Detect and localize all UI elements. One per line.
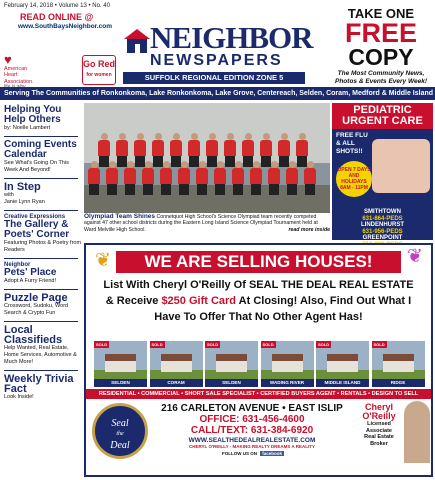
- listing-thumbnail[interactable]: [261, 341, 314, 387]
- sidebar-index: [0, 101, 82, 480]
- house-image: [161, 354, 192, 372]
- real-estate-ad[interactable]: [84, 243, 433, 477]
- sold-badge: SOLD: [96, 342, 108, 347]
- butterfly-icon: ❦: [95, 250, 111, 271]
- divider: [4, 210, 78, 211]
- locations: SMITHTOWN 631-864-PEDS LINDENHURST 631-956-PEDS GREENPOINT: [361, 209, 404, 242]
- sidebar-item-events[interactable]: Coming Events Calendar See What's Going On This Week And Beyond!: [4, 139, 77, 173]
- heart-icon: ♥: [4, 52, 12, 67]
- agent-name-block: Cheryl O'Reilly Licensed Associate Real Estate Broker: [362, 402, 396, 447]
- listing-location: MIDDLE ISLAND: [316, 379, 369, 387]
- seal-the-deal-logo: Seal the Deal: [92, 403, 148, 459]
- sold-badge: SOLD: [373, 342, 385, 347]
- issue-date: February 14, 2018 • Volume 13 • No. 40: [4, 3, 110, 9]
- website-link[interactable]: www.SouthBaysNeighbor.com: [18, 23, 113, 30]
- newspaper-logo-subtitle: NEWSPAPERS: [150, 52, 283, 69]
- baby-photo: [372, 139, 430, 193]
- student-figure: [160, 161, 172, 195]
- divider: [4, 289, 78, 290]
- ad-title: PEDIATRIC URGENT CARE: [332, 103, 433, 129]
- ad-offer: FREE FLU & ALL SHOTS!!: [336, 132, 368, 155]
- house-icon: [122, 27, 152, 55]
- divider: [4, 178, 78, 179]
- divider: [4, 258, 78, 259]
- listing-thumbnail[interactable]: [150, 341, 203, 387]
- office-phone[interactable]: OFFICE: 631-456-4600: [199, 414, 305, 425]
- sidebar-item-trivia[interactable]: Weekly Trivia Fact Look Inside!: [4, 373, 74, 400]
- student-figure: [214, 161, 226, 195]
- student-figure: [232, 161, 244, 195]
- communities-banner: Serving The Communities of Ronkonkoma, Lake Ronkonkoma, Lake Grove, Centereach, Selden, Coram, Medford & Middle Island: [0, 87, 435, 100]
- pediatric-urgent-care-ad[interactable]: [332, 103, 433, 240]
- listing-location: SELDEN: [205, 379, 258, 387]
- free-copy-box: TAKE ONE FREE COPY The Most Community News, Photos & Events Every Week!: [335, 6, 427, 85]
- agent-website[interactable]: WWW.SEALTHEDEALREALESTATE.COM: [188, 437, 316, 444]
- student-figure: [196, 161, 208, 195]
- sidebar-item-helping[interactable]: Helping You Help Others by: Noelle Lambert: [4, 104, 62, 131]
- listing-thumbnail[interactable]: [205, 341, 258, 387]
- sold-badge: SOLD: [318, 342, 330, 347]
- go-red-logo: Go Red for women: [82, 55, 116, 85]
- listing-thumbnail[interactable]: [372, 341, 425, 387]
- listing-thumbnails: [94, 341, 425, 387]
- ad-offer-line: & Receive $250 Gift Card At Closing! Also, Find Out What I: [105, 295, 412, 307]
- student-figure: [286, 161, 298, 195]
- student-figure: [106, 161, 118, 195]
- listing-thumbnail[interactable]: [94, 341, 147, 387]
- student-figure: [250, 161, 262, 195]
- hours-badge: OPEN 7 DAYS AND HOLIDAYS 8AM - 11PM: [336, 161, 372, 197]
- student-figure: [88, 161, 100, 195]
- ad-offer-line: List With Cheryl O'Reilly Of SEAL THE DEAL REAL ESTATE: [103, 279, 414, 291]
- newspaper-logo: NEIGHBOR: [150, 20, 313, 55]
- house-image: [105, 354, 136, 372]
- student-figure: [304, 161, 316, 195]
- sold-badge: SOLD: [207, 342, 219, 347]
- sidebar-item-gallery[interactable]: Creative Expressions The Gallery & Poets' Corner Featuring Photos & Poetry from Readers: [4, 214, 82, 253]
- listing-location: WADING RIVER: [261, 379, 314, 387]
- cell-phone[interactable]: CALL/TEXT: 631-384-6920: [190, 425, 314, 436]
- listing-location: CORAM: [150, 379, 203, 387]
- read-more-link[interactable]: read more inside: [288, 226, 330, 233]
- sold-badge: SOLD: [262, 342, 274, 347]
- student-figure: [142, 161, 154, 195]
- agent-portrait: [404, 401, 430, 463]
- divider: [4, 136, 78, 137]
- divider: [4, 321, 78, 322]
- agent-tagline: CHERYL O'REILLY - MAKING REALTY DREAMS A REALITY: [188, 444, 316, 449]
- house-image: [216, 354, 247, 372]
- sidebar-item-classifieds[interactable]: Local Classifieds Help Wanted, Real Estate, Home Services, Automotive & Much More!: [4, 324, 77, 365]
- house-image: [383, 354, 414, 372]
- ad-headline: WE ARE SELLING HOUSES!: [116, 251, 401, 273]
- house-image: [327, 354, 358, 372]
- american-heart-association-logo: ♥ American Heart Association.: [4, 52, 34, 85]
- sidebar-item-puzzle[interactable]: Puzzle Page Crossword, Sudoku, Word Search & Crypto Fun: [4, 292, 69, 316]
- team-photo: [84, 103, 330, 213]
- photo-caption: Olympiad Team Shines Connetquot High School's Science Olympiad team recently competed against 47 other school districts during the Eastern Long Island Science Olympiad Tournament held at Ward Melville High School. read more inside: [84, 213, 330, 233]
- sidebar-item-pets[interactable]: Neighbor Pets' Place Adopt A Furry Friend!: [4, 262, 57, 284]
- student-figure: [268, 161, 280, 195]
- house-image: [272, 354, 303, 372]
- listing-thumbnail[interactable]: [316, 341, 369, 387]
- ad-offer-line: Have To Offer That No Other Agent Has!: [154, 311, 363, 323]
- contact-info: [152, 403, 352, 456]
- listing-location: SELDEN: [94, 379, 147, 387]
- divider: [4, 370, 78, 371]
- student-figure: [124, 161, 136, 195]
- listing-location: RIDGE: [372, 379, 425, 387]
- sold-badge: SOLD: [151, 342, 163, 347]
- student-figure: [178, 161, 190, 195]
- edition-banner: SUFFOLK REGIONAL EDITION ZONE 5: [123, 72, 305, 84]
- facebook-link[interactable]: FOLLOW US ON facebook: [221, 451, 283, 456]
- butterfly-icon: ❦: [407, 246, 423, 267]
- services-bar: RESIDENTIAL • COMMERCIAL • SHORT SALE SPECIALIST • CERTIFIED BUYERS AGENT • RENTALS • DESIGN TO SELL: [86, 389, 431, 399]
- sidebar-item-in-step[interactable]: In Step with Janie Lynn Ryan: [4, 181, 45, 205]
- read-online-label: READ ONLINE @: [20, 12, 94, 22]
- office-address: 216 CARLETON AVENUE • EAST ISLIP: [161, 403, 343, 414]
